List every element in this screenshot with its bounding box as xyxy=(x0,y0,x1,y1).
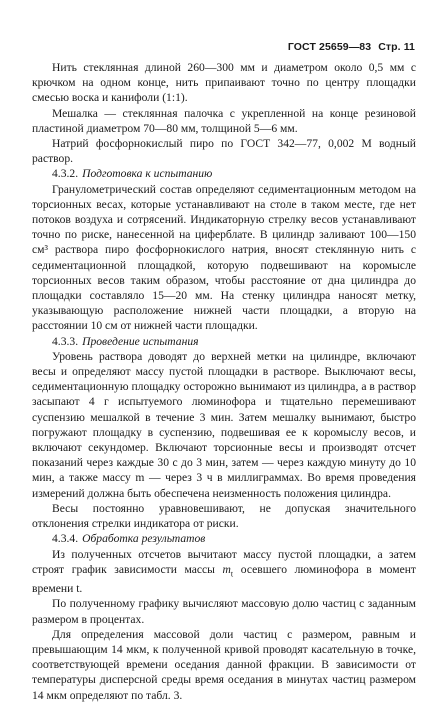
paragraph-balance: Весы постоянно уравновешивают, не допуская значительного отклонения стрелки индикатора от риски. xyxy=(32,501,416,531)
section-heading-procedure xyxy=(32,334,416,349)
paragraph-stirrer: Мешалка — стеклянная палочка с укрепленной на конце резиновой пластиной диаметром 70—80 мм, толщиной 5—6 мм. xyxy=(32,106,416,135)
paragraph-thread: Нить стеклянная длиной 260—300 мм и диаметром около 0,5 мм с крючком на одном конце, нить припаивают точно по центру площадки смесью воска и канифоли (1:1). xyxy=(32,61,416,105)
paragraph-graph xyxy=(32,547,416,597)
section-title: Проведение испытания xyxy=(82,334,199,348)
paragraph-mass-fraction: По полученному графику вычисляют массовую долю частиц с заданным размером в процентах. xyxy=(32,597,416,626)
section-heading-preparation xyxy=(32,166,416,181)
document-body xyxy=(32,60,416,703)
text-run: Из полученных отсчетов вычитают массу пустой площадки, а затем строят график зависимости массы xyxy=(32,547,416,576)
text-run: осевшего люминофора в момент времени t. xyxy=(32,562,416,596)
section-number: 4.3.2. xyxy=(52,167,79,181)
page-header xyxy=(288,41,415,53)
section-heading-results xyxy=(32,531,416,546)
variable-m: m xyxy=(222,562,231,576)
page-number: Стр. 11 xyxy=(378,41,415,53)
paragraph-procedure: Уровень раствора доводят до верхней метки на цилиндре, включают весы и определяют массу пустой площадки в растворе. Выключают весы, седиментационную площадку осторожно вынимают из цилиндра, а в раствор засыпают 4 г испытуемого люминофора и тщательно перемешивают суспензию мешалкой в течение 3 мин. Затем мешалку вынимают, быстро погружают площадку в суспензию, подвешивая ее к коромыслу весов, и включают секундомер. Включают торсионные весы и производят отсчет показаний через каждые 30 с до 3 мин, затем — через каждую минуту до 10 мин, а также массу m — через 3 ч в миллиграммах. Во время проведения измерений должна быть обеспечена неизменность положения цилиндра. xyxy=(32,349,416,500)
section-title: Подготовка к испытанию xyxy=(82,167,213,181)
section-title: Обработка результатов xyxy=(82,532,206,546)
standard-number: ГОСТ 25659—83 xyxy=(287,41,372,53)
paragraph-tangent: Для определения массовой доли частиц с размером, равным и превышающим 14 мкм, к полученной кривой проводят касательную в точке, соответствующей времени оседания данной фракции. В зависимости от температуры дисперсной среды время оседания в минутах частиц размером 14 мкм определяют по табл. 3. xyxy=(32,627,416,702)
paragraph-reagent: Натрий фосфорнокислый пиро по ГОСТ 342—77, 0,002 М водный раствор. xyxy=(32,137,416,166)
section-number: 4.3.3. xyxy=(52,334,79,348)
paragraph-preparation: Гранулометрический состав определяют седиментационным методом на торсионных весах, которые устанавливают на столе в таком месте, где нет потоков воздуха и сотрясений. Индикаторную стрелку весов устанавливают точно по риске, нанесенной на циферблате. В цилиндр заливают 100—150 см³ раствора пиро фосфорнокислого натрия, вносят стеклянную нить с седиментационной площадкой, которую подвешивают на коромысле торсионных весов таким образом, чтобы расстояние от дна цилиндра до площадки составляло 15—20 мм. На стенку цилиндра наносят метку, указывающую расположение нижней части площадки, а вторую на расстоянии 10 см от нижней части площадки. xyxy=(32,182,416,333)
variable-subscript: t xyxy=(230,569,234,579)
section-number: 4.3.4. xyxy=(52,532,79,546)
